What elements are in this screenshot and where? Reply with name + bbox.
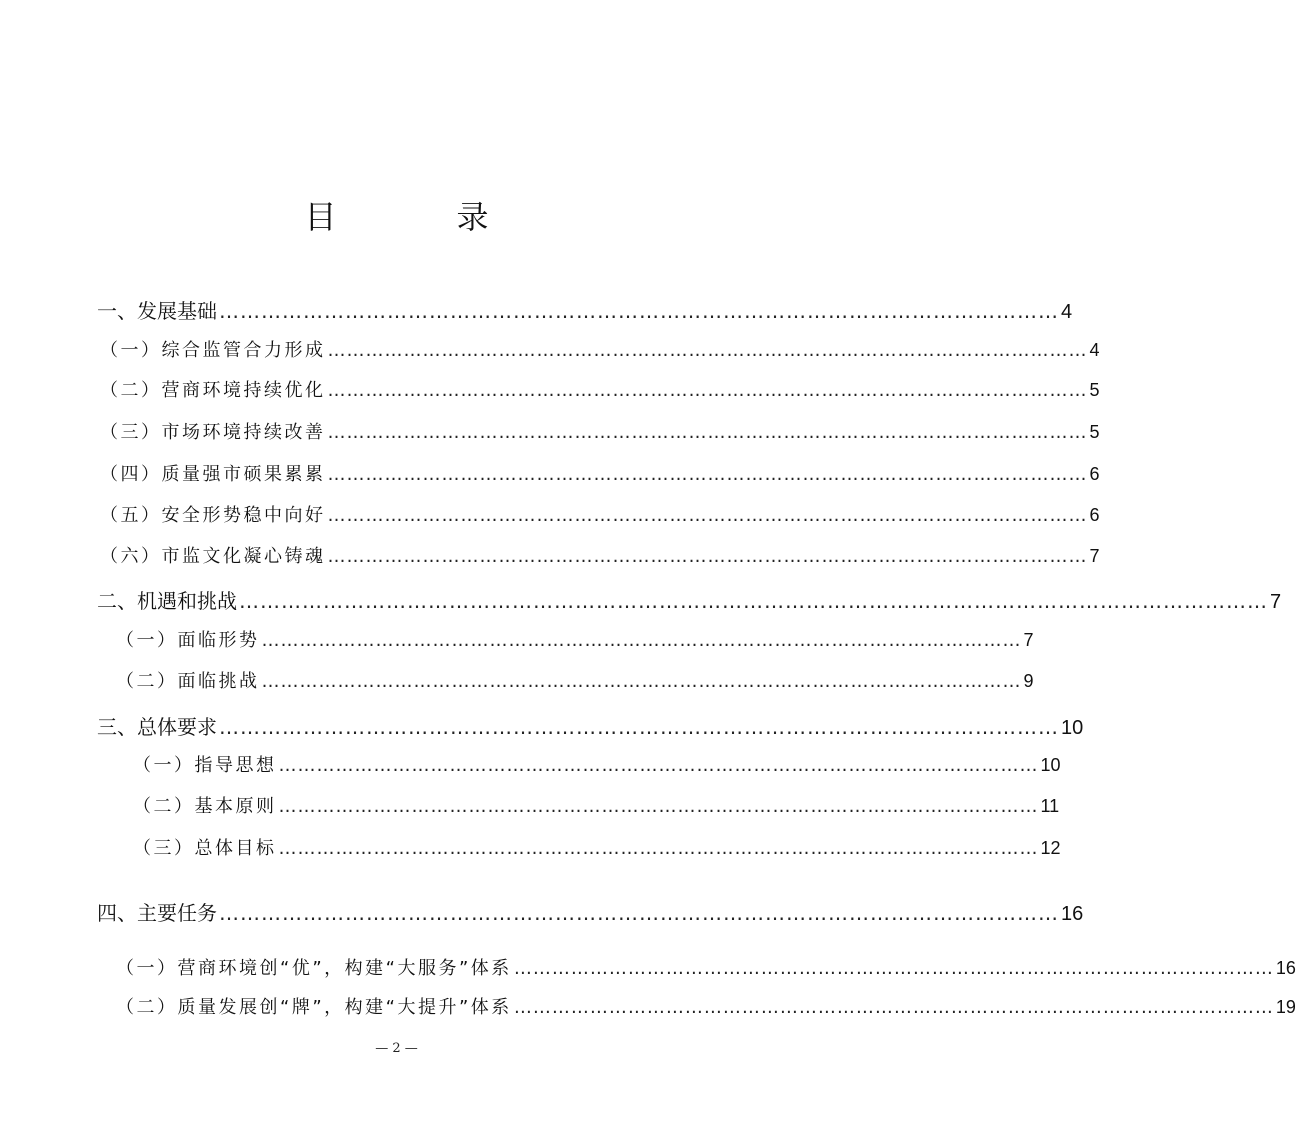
toc-entry[interactable]	[97, 897, 1084, 926]
page-number: — 2 —	[375, 1041, 418, 1056]
toc-entry-label: （三）市场环境持续改善	[100, 422, 326, 443]
toc-entry-label: 三、总体要求	[97, 715, 217, 739]
leader-dots: …………………………………………………………………………………………………………	[327, 422, 1088, 443]
toc-entry-page: 16	[1275, 958, 1296, 978]
toc-title: 目 录	[304, 198, 533, 236]
leader-dots: …………………………………………………………………………………………………………	[278, 755, 1039, 776]
toc-entry[interactable]	[133, 834, 1061, 860]
leader-dots: …………………………………………………………………………………………………………	[261, 671, 1022, 692]
toc-entry[interactable]	[116, 993, 1296, 1019]
toc-entry-label: （五）安全形势稳中向好	[100, 505, 326, 526]
toc-entry-page: 6	[1089, 505, 1100, 525]
toc-entry[interactable]	[97, 585, 1282, 614]
toc-entry-page: 4	[1089, 340, 1100, 360]
leader-dots: …………………………………………………………………………………………………………	[327, 340, 1088, 361]
toc-entry[interactable]	[133, 792, 1060, 818]
toc-entry-label: （二）营商环境持续优化	[100, 380, 326, 401]
toc-entry-label: 四、主要任务	[97, 901, 217, 925]
toc-entry-page: 6	[1089, 464, 1100, 484]
toc-entry[interactable]	[97, 711, 1084, 740]
toc-entry-page: 7	[1270, 591, 1282, 613]
toc-entry-label: 一、发展基础	[97, 299, 217, 323]
toc-entry[interactable]	[100, 336, 1100, 362]
toc-entry[interactable]	[100, 501, 1100, 527]
toc-entry-page: 11	[1040, 796, 1060, 816]
toc-entry[interactable]	[100, 418, 1100, 444]
toc-entry-label: （四）质量强市硕果累累	[100, 464, 326, 485]
toc-entry-label: （三）总体目标	[133, 838, 277, 859]
toc-entry-page: 5	[1089, 380, 1100, 400]
toc-entry-page: 16	[1061, 903, 1084, 925]
toc-entry-page: 4	[1061, 301, 1073, 323]
toc-entry-label: （一）综合监管合力形成	[100, 340, 326, 361]
toc-entry-label: （六）市监文化凝心铸魂	[100, 546, 326, 567]
toc-entry[interactable]	[116, 667, 1034, 693]
leader-dots: …………………………………………………………………………………………………………	[513, 997, 1274, 1018]
leader-dots: …………………………………………………………………………………………………………	[513, 958, 1274, 979]
toc-entry-page: 7	[1089, 546, 1100, 566]
toc-entry[interactable]	[97, 295, 1073, 324]
leader-dots: …………………………………………………………………………………………………………	[219, 299, 1059, 323]
toc-entry[interactable]	[116, 626, 1034, 652]
leader-dots: …………………………………………………………………………………………………………	[327, 505, 1088, 526]
toc-entry-label: （二）基本原则	[133, 796, 277, 817]
toc-entry-page: 7	[1023, 630, 1034, 650]
toc-entry-page: 19	[1275, 997, 1296, 1017]
leader-dots: …………………………………………………………………………………………………………	[327, 464, 1088, 485]
leader-dots: …………………………………………………………………………………………………………	[219, 715, 1059, 739]
toc-entry-page: 10	[1040, 755, 1061, 775]
toc-entry-label: （一）面临形势	[116, 630, 260, 651]
toc-entry[interactable]	[100, 460, 1100, 486]
leader-dots: …………………………………………………………………………………………………………	[278, 796, 1039, 817]
toc-entry-label: （二）质量发展创“牌”，构建“大提升”体系	[116, 997, 512, 1018]
toc-entry[interactable]	[133, 751, 1061, 777]
toc-entry-label: （二）面临挑战	[116, 671, 260, 692]
toc-entry[interactable]	[116, 954, 1296, 980]
toc-entry-label: 二、机遇和挑战	[97, 589, 237, 613]
leader-dots: …………………………………………………………………………………………………………………………………	[239, 589, 1268, 613]
toc-entry[interactable]	[100, 376, 1100, 402]
toc-entry-page: 9	[1023, 671, 1034, 691]
leader-dots: …………………………………………………………………………………………………………	[327, 380, 1088, 401]
toc-entry-label: （一）营商环境创“优”，构建“大服务”体系	[116, 958, 512, 979]
leader-dots: …………………………………………………………………………………………………………	[261, 630, 1022, 651]
leader-dots: …………………………………………………………………………………………………………	[219, 901, 1059, 925]
toc-entry-label: （一）指导思想	[133, 755, 277, 776]
leader-dots: …………………………………………………………………………………………………………	[278, 838, 1039, 859]
toc-entry-page: 12	[1040, 838, 1061, 858]
toc-entry-page: 5	[1089, 422, 1100, 442]
toc-entry[interactable]	[100, 542, 1100, 568]
toc-entry-page: 10	[1061, 717, 1084, 739]
leader-dots: …………………………………………………………………………………………………………	[327, 546, 1088, 567]
